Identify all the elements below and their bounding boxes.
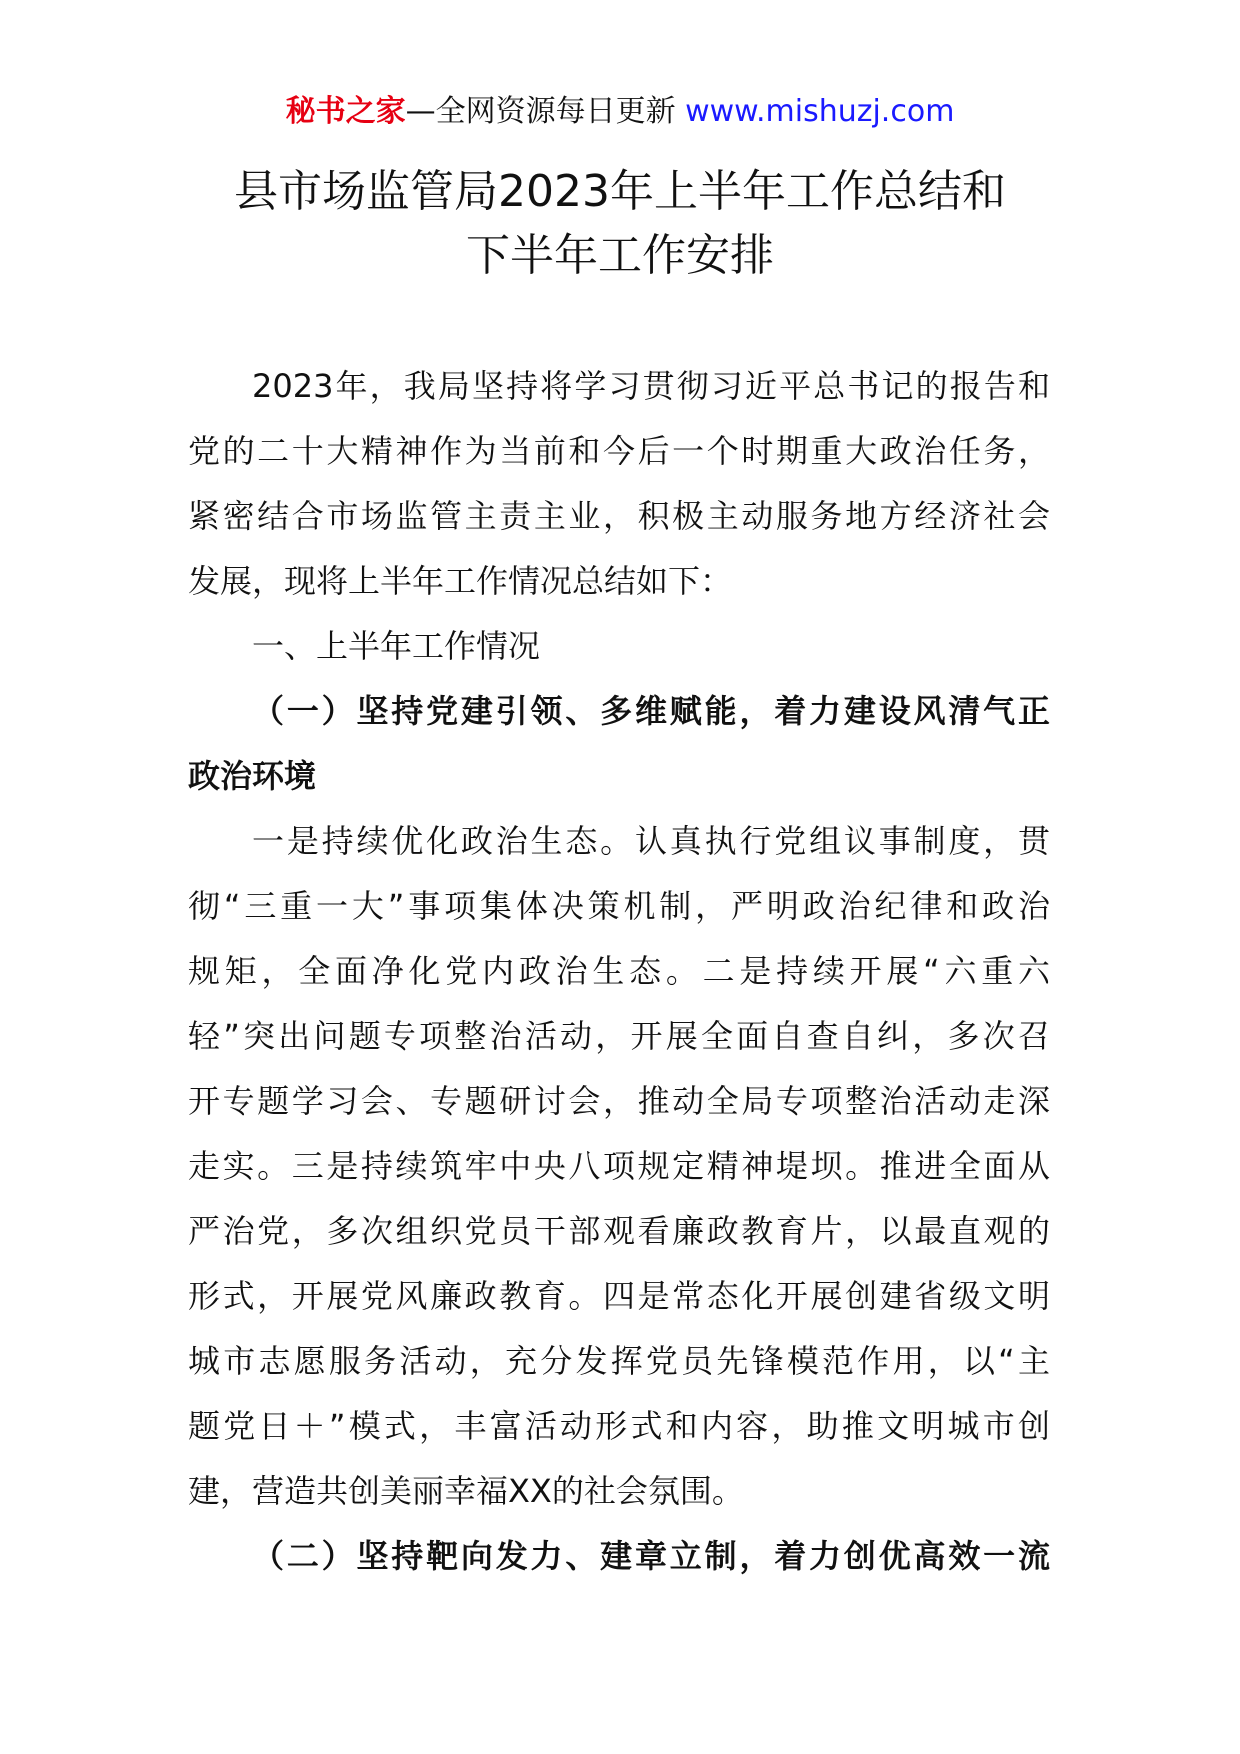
banner-slogan: —全网资源每日更新 [405,94,676,129]
text-line: 一是持续优化政治生态。认真执行党组议事制度，贯 [252,822,1050,860]
section-heading: 一、上半年工作情况 [252,627,541,665]
subsection-heading [188,679,1050,809]
text-line: 轻”突出问题专项整治活动，开展全面自查自纠，多次召 [188,1017,1050,1055]
text-line: 走实。三是持续筑牢中央八项规定精神堤坝。推进全面从 [188,1147,1050,1185]
document-body [188,354,1050,1589]
brand-name: 秘书之家 [285,94,406,129]
website-link[interactable]: www.mishuzj.com [675,94,955,129]
subsection-paragraph [188,809,1050,1524]
text-line: 政治环境 [188,757,317,795]
text-line: 严治党，多次组织党员干部观看廉政教育片，以最直观的 [188,1212,1050,1250]
text-line: 城市志愿服务活动，充分发挥党员先锋模范作用，以“主 [188,1342,1050,1380]
intro-paragraph [188,354,1050,614]
title-line-2: 下半年工作安排 [466,230,774,281]
text-line: （一）坚持党建引领、多维赋能，着力建设风清气正 [252,692,1050,730]
text-line: 规矩，全面净化党内政治生态。二是持续开展“六重六 [188,952,1050,990]
text-line: 题党日＋”模式，丰富活动形式和内容，助推文明城市创 [188,1407,1050,1445]
text-line: 彻“三重一大”事项集体决策机制，严明政治纪律和政治 [188,887,1050,925]
text-line: 建，营造共创美丽幸福XX的社会氛围。 [188,1472,744,1510]
document-title [0,160,1240,288]
subsection-heading [188,1524,1050,1589]
site-banner [0,92,1240,132]
text-line: 2023年，我局坚持将学习贯彻习近平总书记的报告和 [252,367,1050,405]
text-line: 党的二十大精神作为当前和今后一个时期重大政治任务， [188,432,1050,470]
text-line: 形式，开展党风廉政教育。四是常态化开展创建省级文明 [188,1277,1050,1315]
text-line: （二）坚持靶向发力、建章立制，着力创优高效一流 [252,1537,1050,1575]
text-line: 紧密结合市场监管主责主业，积极主动服务地方经济社会 [188,497,1050,535]
title-line-1: 县市场监管局2023年上半年工作总结和 [234,166,1006,217]
text-line: 开专题学习会、专题研讨会，推动全局专项整治活动走深 [188,1082,1050,1120]
text-line: 发展，现将上半年工作情况总结如下： [188,562,733,600]
